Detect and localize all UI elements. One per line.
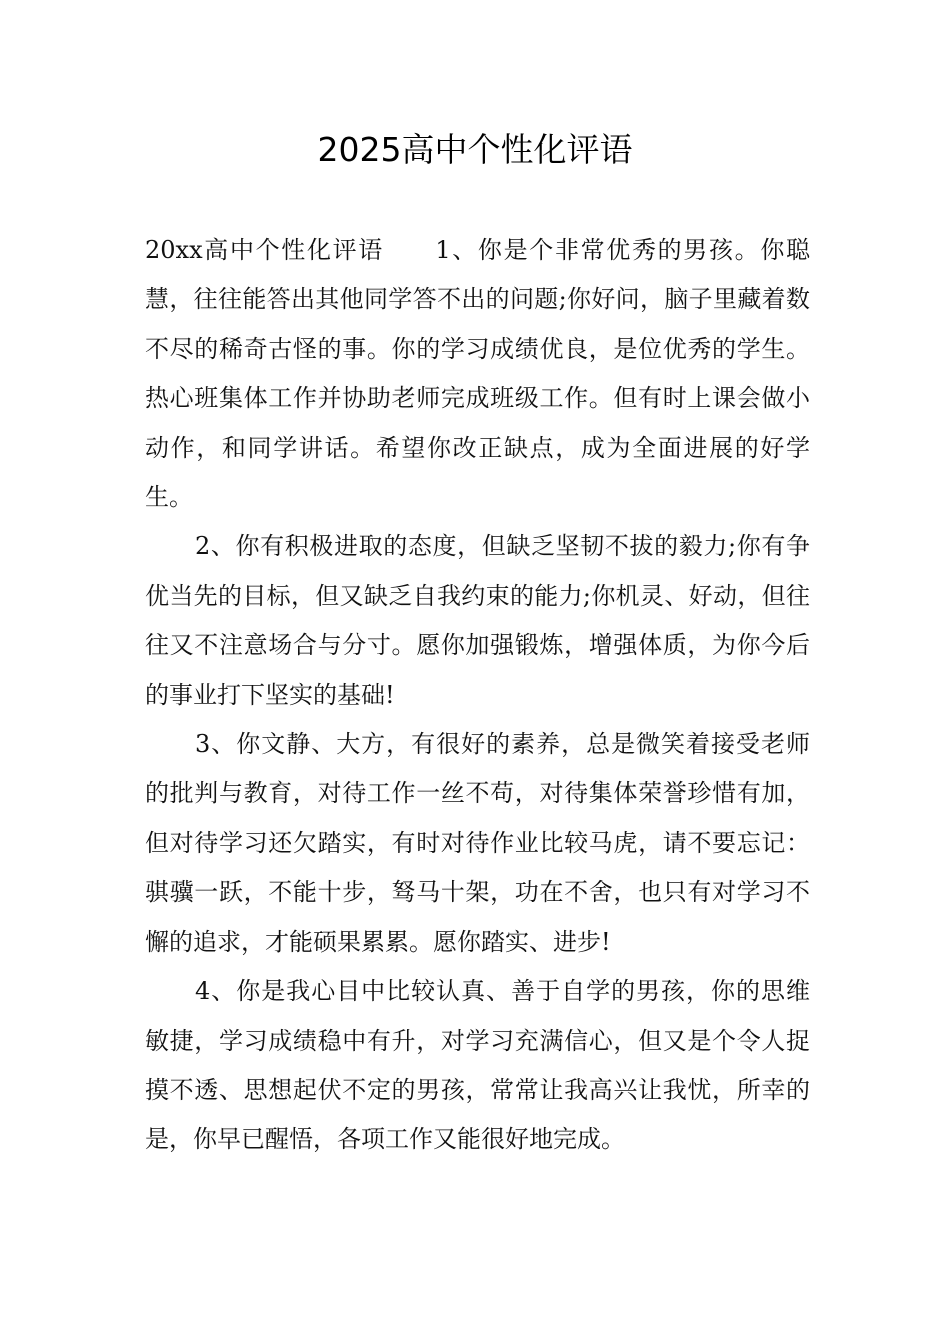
paragraph-1: 20xx高中个性化评语 1、你是个非常优秀的男孩。你聪慧，往往能答出其他同学答不出的问题;你好问，脑子里藏着数不尽的稀奇古怪的事。你的学习成绩优良，是位优秀的学生。热心班集体工作并协助老师完成班级工作。但有时上课会做小动作，和同学讲话。希望你改正缺点，成为全面进展的好学生。 — [145, 236, 810, 512]
paragraph-3: 3、你文静、大方，有很好的素养，总是微笑着接受老师的批判与教育，对待工作一丝不苟，对待集体荣誉珍惜有加，但对待学习还欠踏实，有时对待作业比较马虎，请不要忘记：骐骥一跃，不能十步，驽马十架，功在不舍，也只有对学习不懈的追求，才能硕果累累。愿你踏实、进步! — [145, 730, 810, 956]
paragraph-4: 4、你是我心目中比较认真、善于自学的男孩，你的思维敏捷，学习成绩稳中有升，对学习充满信心，但又是个令人捉摸不透、思想起伏不定的男孩，常常让我高兴让我忧，所幸的是，你早已醒悟，各项工作又能很好地完成。 — [145, 977, 810, 1154]
document-title: 2025高中个性化评语 — [317, 130, 633, 169]
paragraph-2: 2、你有积极进取的态度，但缺乏坚韧不拔的毅力;你有争优当先的目标，但又缺乏自我约束的能力;你机灵、好动，但往往又不注意场合与分寸。愿你加强锻炼，增强体质，为你今后的事业打下坚实的基础! — [145, 532, 810, 709]
document-body — [145, 226, 810, 1165]
